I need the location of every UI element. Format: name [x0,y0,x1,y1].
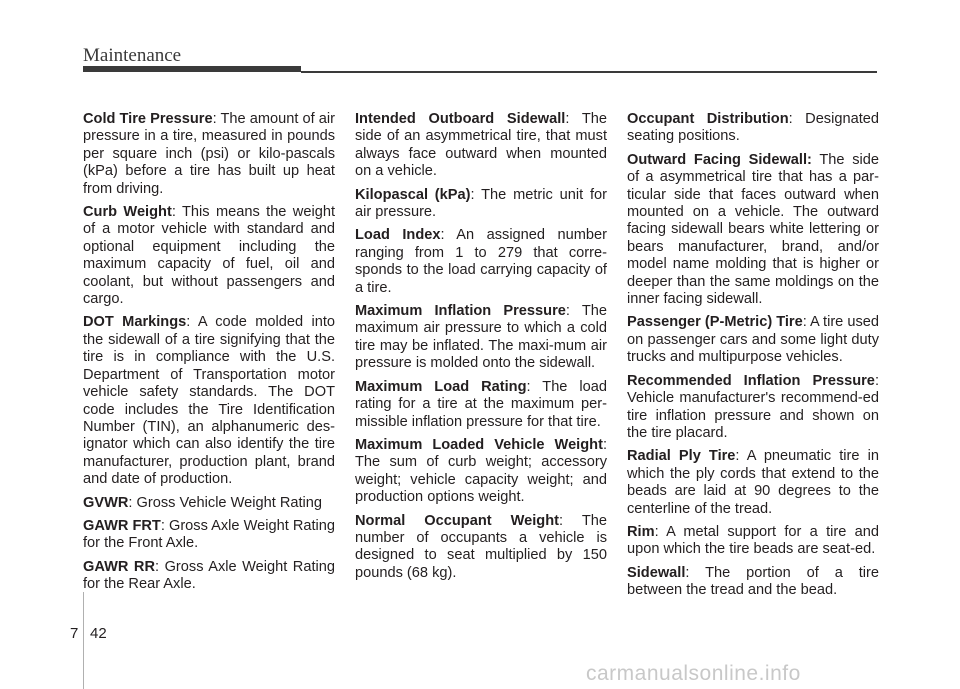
glossary-separator: : [654,523,667,540]
glossary-entry [627,314,879,366]
glossary-term: Maximum Loaded Vehicle Weight [355,436,603,453]
glossary-entry [83,204,335,308]
glossary-entry [355,303,607,373]
glossary-term: Curb Weight [83,204,172,221]
glossary-term: Outward Facing Sidewall: [627,151,812,168]
glossary-separator: : [602,436,607,453]
glossary-entry [627,448,879,518]
glossary-definition: A pneumatic tire in which the ply cords that extend to the beads are laid at 90 degrees to the centerline of the tread. [627,448,879,517]
glossary-separator: : [735,448,747,465]
glossary-definition: Vehicle manufacturer's recommend-ed tire inflation pressure and shown on the tire placard. [627,390,879,441]
glossary-definition: The number of occupants a vehicle is designed to seat multiplied by 150 pounds (68 kg). [355,512,607,581]
chapter-number: 7 [70,625,79,642]
glossary-entry [355,513,607,583]
glossary-entry [627,373,879,443]
glossary-separator: : [171,204,182,221]
glossary-entry [355,187,607,222]
glossary-separator: : [559,512,582,529]
glossary-definition: The side of a asymmetrical tire that has a par-ticular side that faces outward when mounted on a vehicle. The outward facing sidewall bears white lettering or bears manufacturer, brand, and/or model name molding that is higher or deeper than the same moldings on the inner facing sidewall. [627,151,879,308]
header-rule-thick [83,66,301,72]
glossary-definition: Gross Axle Weight Rating for the Front Axle. [83,517,336,552]
glossary-definition: A metal support for a tire and upon which the tire beads are seat-ed. [627,523,880,558]
glossary-definition: The metric unit for air pressure. [355,186,607,221]
glossary-entry [627,111,879,146]
header-rule-thin [301,71,877,73]
glossary-separator: : [212,111,221,127]
glossary-definition: Gross Axle Weight Rating for the Rear Axle. [83,558,335,593]
glossary-term: Maximum Load Rating [355,378,527,395]
glossary-separator: : [440,227,457,244]
glossary-entry [627,524,879,559]
glossary-term: Normal Occupant Weight [355,512,560,529]
glossary-entry [355,379,607,431]
glossary-definition: The maximum air pressure to which a cold tire may be inflated. The maxi-mum air pressure is molded onto the sidewall. [355,303,607,372]
glossary-definition: Designated seating positions. [627,111,879,145]
glossary-term: Recommended Inflation Pressure [627,372,875,389]
glossary-term: Load Index [355,227,441,244]
glossary-term: GVWR [83,494,129,511]
glossary-entry [83,111,335,198]
glossary-term: Cold Tire Pressure [83,111,213,127]
glossary-separator: : [802,314,811,331]
watermark-text: carmanualsonline.info [586,662,801,685]
glossary-separator: : [470,186,482,203]
glossary-entry [355,111,607,181]
glossary-term: Occupant Distribution [627,111,789,127]
glossary-entry [83,559,335,594]
glossary-term: Rim [627,523,655,540]
glossary-separator: : [565,303,582,320]
glossary-term: Maximum Inflation Pressure [355,303,566,320]
glossary-entry [355,437,607,507]
glossary-separator: : [155,558,165,575]
glossary-separator: : [565,111,582,127]
text-column-3 [627,111,879,606]
glossary-term: GAWR RR [83,558,155,575]
glossary-entry [627,565,879,600]
page-header-title: Maintenance [83,45,182,66]
glossary-separator: : [128,494,137,511]
glossary-term: Passenger (P-Metric) Tire [627,314,803,331]
text-column-2 [355,111,607,588]
glossary-definition: The amount of air pressure in a tire, measured in pounds per square inch (psi) or kilo-pascals (kPa) before a tire has built up heat from driving. [83,111,335,197]
glossary-definition: The sum of curb weight; accessory weight; vehicle capacity weight; and production options weight. [355,454,607,506]
glossary-term: Intended Outboard Sidewall [355,111,566,127]
glossary-definition: The side of an asymmetrical tire, that must always face outward when mounted on a vehicle. [355,111,607,180]
glossary-separator: : [874,372,879,389]
glossary-term: Sidewall [627,564,686,581]
footer-vertical-rule [83,592,84,689]
glossary-term: Kilopascal (kPa) [355,186,471,203]
glossary-separator: : [186,314,198,331]
glossary-definition: Gross Vehicle Weight Rating [136,494,323,511]
glossary-term: DOT Markings [83,314,187,331]
glossary-separator: : [160,517,169,534]
page-number: 42 [90,625,107,642]
glossary-entry [83,518,335,553]
glossary-entry [83,495,335,512]
glossary-definition: A code molded into the sidewall of a tire signifying that the tire is in compliance with the U.S. Department of Transportation motor vehicle safety standards. The DOT code includes the Tire Identification Number (TIN), an alphanumeric des-ignator which can also identify the tire manufacturer, production plant, brand and date of production. [83,314,336,488]
glossary-entry [355,227,607,297]
glossary-definition: An assigned number ranging from 1 to 279 that corre-sponds to the load carrying capacity of a tire. [355,227,608,296]
glossary-definition: The portion of a tire between the tread and the bead. [627,564,879,599]
glossary-definition: A tire used on passenger cars and some light duty trucks and multipurpose vehicles. [627,314,880,366]
glossary-separator: : [526,378,543,395]
glossary-term: Radial Ply Tire [627,448,736,465]
glossary-term: GAWR FRT [83,517,161,534]
glossary-definition: This means the weight of a motor vehicle with standard and optional equipment including the maximum capacity of fuel, oil and coolant, but without passengers and cargo. [83,204,335,308]
glossary-separator: : [685,564,706,581]
glossary-definition: The load rating for a tire at the maximum per-missible inflation pressure for that tire. [355,378,607,430]
glossary-entry [83,314,335,488]
glossary-entry [627,152,879,309]
text-column-1 [83,111,335,600]
glossary-separator: : [788,111,806,127]
